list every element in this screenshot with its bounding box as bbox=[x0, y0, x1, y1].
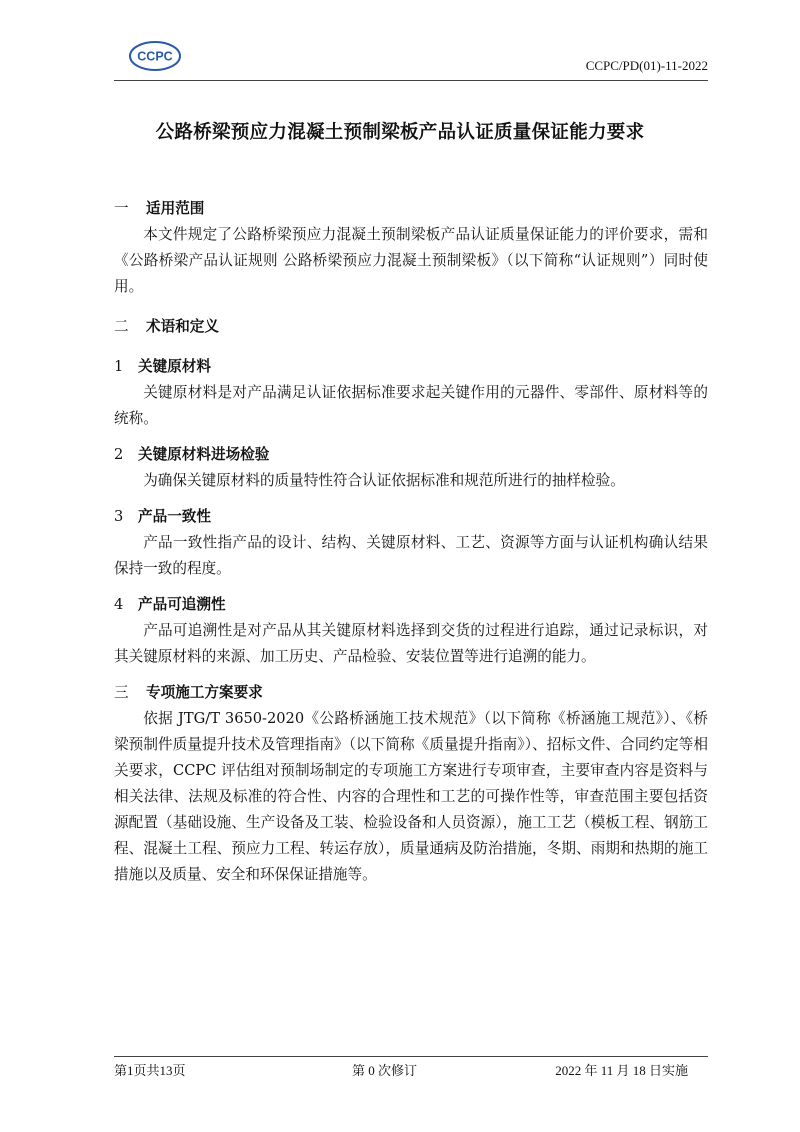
logo-text: CCPC bbox=[137, 49, 173, 64]
subsection-heading bbox=[114, 442, 708, 468]
subsection-number: 2 bbox=[114, 446, 124, 463]
section-number: 二 bbox=[114, 318, 129, 335]
footer-page-number: 第1页共13页 bbox=[114, 1063, 186, 1078]
subsection-paragraph: 产品一致性指产品的设计、结构、关键原材料、工艺、资源等方面与认证机构确认结果保持一致的程度。 bbox=[114, 534, 708, 577]
section-heading bbox=[114, 196, 708, 222]
section-title: 专项施工方案要求 bbox=[146, 684, 263, 701]
header-divider bbox=[114, 80, 708, 81]
ccpc-logo-mark bbox=[128, 40, 182, 72]
subsection-title: 产品一致性 bbox=[138, 508, 211, 525]
section-title: 术语和定义 bbox=[146, 318, 219, 335]
subsection-number: 3 bbox=[114, 508, 124, 525]
subsection-number: 4 bbox=[114, 596, 124, 613]
footer-effective-date: 2022 年 11 月 18 日实施 bbox=[555, 1063, 688, 1078]
section-number: 三 bbox=[114, 684, 129, 701]
subsection-number: 1 bbox=[114, 358, 124, 375]
document-code: CCPC/PD(01)-11-2022 bbox=[585, 58, 708, 73]
section-title: 适用范围 bbox=[146, 200, 205, 217]
subsection-title: 产品可追溯性 bbox=[138, 596, 226, 613]
section-paragraph: 依据 JTG/T 3650-2020《公路桥涵施工技术规范》（以下简称《桥涵施工规范》）、《桥梁预制件质量提升技术及管理指南》（以下简称《质量提升指南》）、招标文件、合同约定等相关要求，CCPC 评估组对预制场制定的专项施工方案进行专项审查，主要审查内容是资料与相关法律、法规及标准的符合性、内容的合理性和工艺的可操作性等，审查范围主要包括资源配置（基础设施、生产设备及工装、检验设备和人员资源），施工工艺（模板工程、钢筋工程、混凝土工程、预应力工程、转运存放），质量通病及防治措施，冬期、雨期和热期的施工措施以及质量、安全和环保保证措施等。 bbox=[114, 710, 708, 883]
subsection-paragraph: 产品可追溯性是对产品从其关键原材料选择到交货的过程进行追踪，通过记录标识，对其关键原材料的来源、加工历史、产品检验、安装位置等进行追溯的能力。 bbox=[114, 622, 708, 665]
subsection-paragraph: 为确保关键原材料的质量特性符合认证依据标准和规范所进行的抽样检验。 bbox=[143, 472, 625, 489]
section-number: 一 bbox=[114, 200, 129, 217]
section-heading bbox=[114, 314, 708, 340]
subsection-heading bbox=[114, 592, 708, 618]
subsection-title: 关键原材料 bbox=[138, 358, 211, 375]
footer-revision: 第 0 次修订 bbox=[352, 1063, 418, 1078]
subsection-paragraph: 关键原材料是对产品满足认证依据标准要求起关键作用的元器件、零部件、原材料等的统称。 bbox=[114, 384, 708, 427]
subsection-title: 关键原材料进场检验 bbox=[138, 446, 270, 463]
subsection-heading bbox=[114, 504, 708, 530]
document-body bbox=[114, 196, 708, 888]
subsection-heading bbox=[114, 354, 708, 380]
document-title: 公路桥梁预应力混凝土预制梁板产品认证质量保证能力要求 bbox=[155, 122, 645, 143]
section-paragraph: 本文件规定了公路桥梁预应力混凝土预制梁板产品认证质量保证能力的评价要求，需和《公路桥梁产品认证规则 公路桥梁预应力混凝土预制梁板》（以下简称“认证规则”）同时使用。 bbox=[114, 226, 708, 295]
ccpc-logo bbox=[128, 40, 182, 72]
section-heading bbox=[114, 680, 708, 706]
footer-divider bbox=[114, 1056, 708, 1057]
